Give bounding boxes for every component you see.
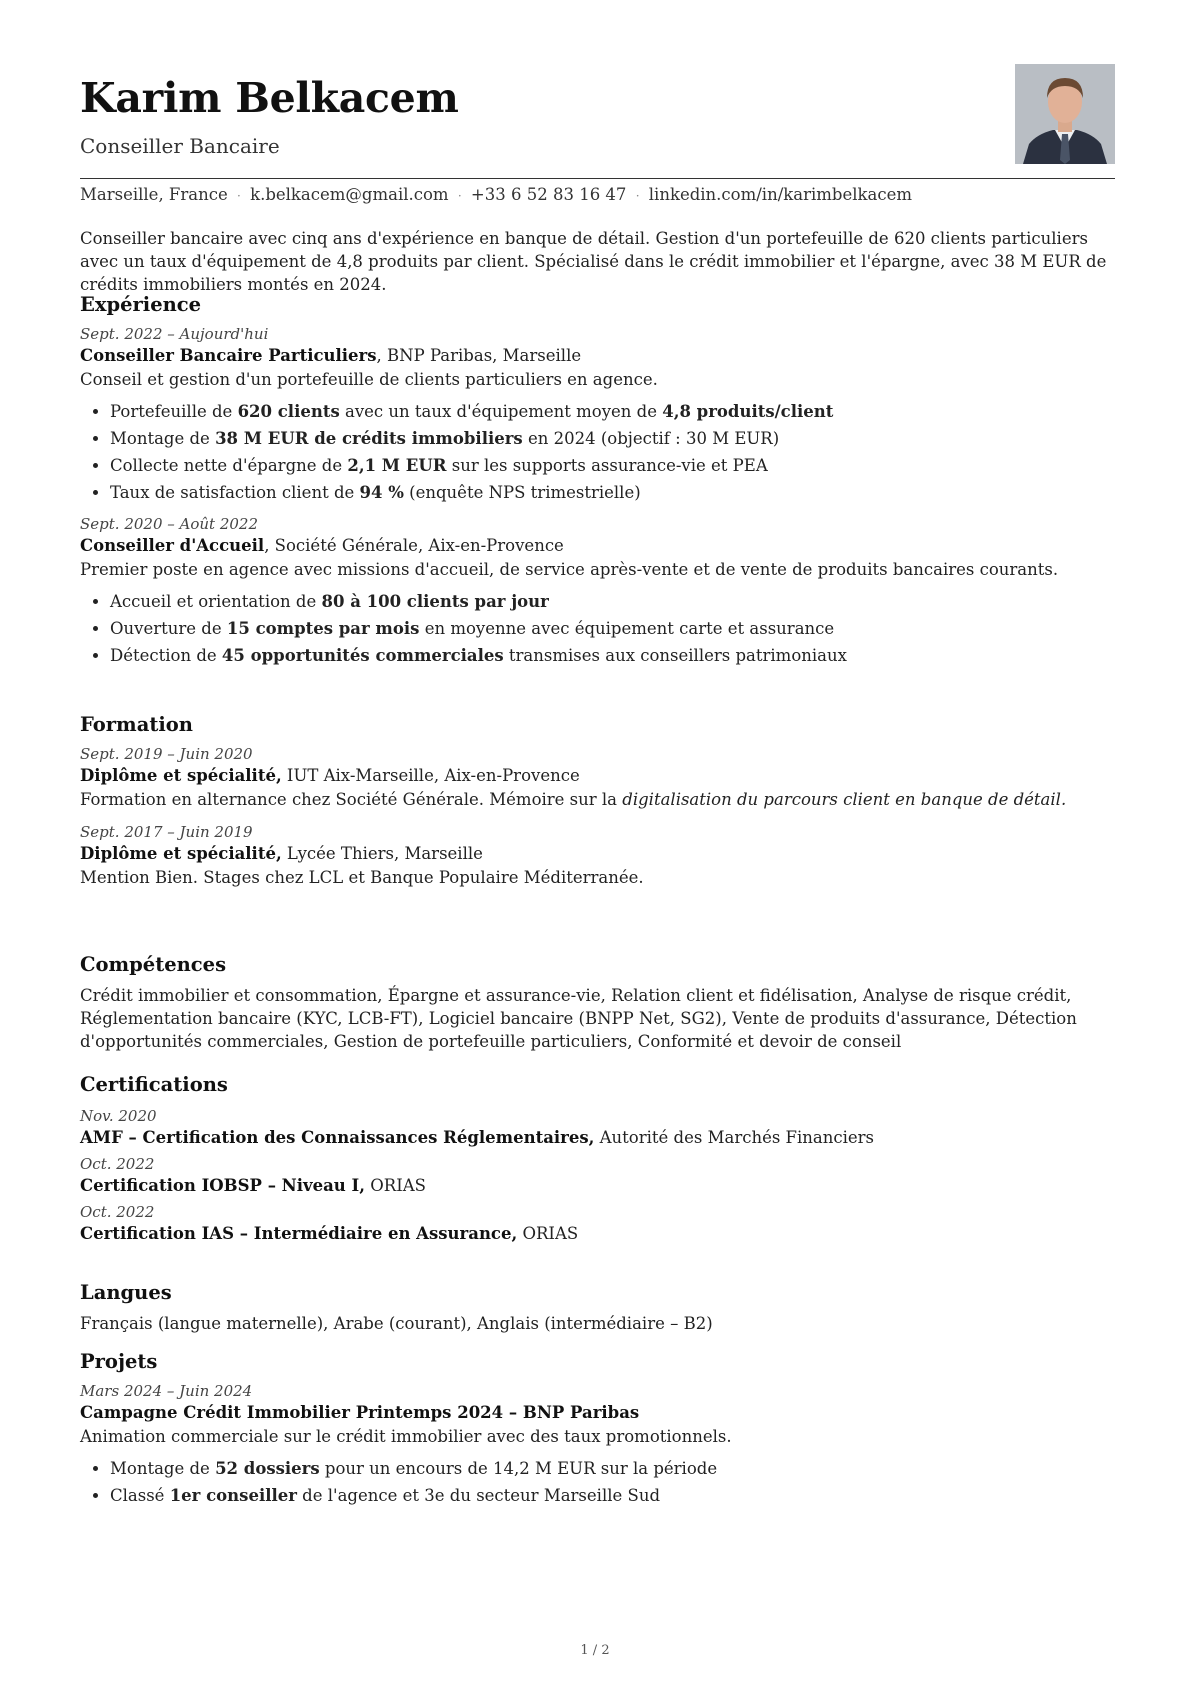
- portrait-image: [1015, 64, 1115, 164]
- section-heading: Projets: [80, 1350, 158, 1373]
- header-divider: [80, 178, 1115, 179]
- entry-title: [80, 842, 1115, 866]
- contact-line: [80, 185, 912, 204]
- list-item: • Collecte nette d'épargne de 2,1 M EUR sur les supports assurance-vie et PEA: [110, 452, 1115, 479]
- entry-school: IUT Aix-Marseille, Aix-en-Provence: [281, 766, 580, 785]
- achievement-list: [80, 588, 1115, 669]
- list-item: • Classé 1er conseiller de l'agence et 3e du secteur Marseille Sud: [110, 1482, 1115, 1509]
- profile-photo: [1015, 64, 1115, 164]
- entry-title: Certification IAS – Intermédiaire en Assurance, ORIAS: [80, 1224, 579, 1243]
- list-item: • Détection de 45 opportunités commerciales transmises aux conseillers patrimoniaux: [110, 642, 1115, 669]
- entry-date: Oct. 2022: [80, 1203, 155, 1221]
- entry-description: Premier poste en agence avec missions d'accueil, de service après-vente et de vente de produits bancaires courants.: [80, 560, 1059, 579]
- achievement-list: [80, 398, 1115, 506]
- contact-location: Marseille, France: [80, 185, 228, 204]
- resume-header: [80, 0, 1115, 204]
- candidate-title: Conseiller Bancaire: [80, 134, 280, 158]
- entry-title: [80, 764, 1115, 788]
- section-heading: Formation: [80, 713, 193, 736]
- languages-section: [80, 1281, 1115, 1335]
- entry-title: Certification IOBSP – Niveau I, ORIAS: [80, 1176, 426, 1195]
- entry-org: , BNP Paribas, Marseille: [376, 346, 582, 365]
- experience-entry: [80, 324, 1115, 506]
- list-item: • Accueil et orientation de 80 à 100 clients par jour: [110, 588, 1115, 615]
- list-item: • Ouverture de 15 comptes par mois en moyenne avec équipement carte et assurance: [110, 615, 1115, 642]
- list-item: • Portefeuille de 620 clients avec un taux d'équipement moyen de 4,8 produits/client: [110, 398, 1115, 425]
- contact-separator: ·: [237, 189, 241, 203]
- section-heading: Expérience: [80, 293, 202, 316]
- projects-section: [80, 1350, 1115, 1509]
- list-item: • Taux de satisfaction client de 94 % (enquête NPS trimestrielle): [110, 479, 1115, 506]
- entry-date: Sept. 2022 – Aujourd'hui: [80, 325, 269, 343]
- experience-entry: [80, 514, 1115, 669]
- skills-list: Crédit immobilier et consommation, Épargne et assurance-vie, Relation client et fidélisation, Analyse de risque crédit, Réglementation bancaire (KYC, LCB-FT), Logiciel bancaire (BNPP Net, SG2), Vente de produits d'assurance, Détection d'opportunités commerciales, Gestion de portefeuille particuliers, Conformité et devoir de conseil: [80, 986, 1077, 1051]
- section-heading: Langues: [80, 1281, 172, 1304]
- section-heading: Certifications: [80, 1073, 228, 1096]
- skills-section: [80, 953, 1115, 1053]
- entry-description: Animation commerciale sur le crédit immobilier avec des taux promotionnels.: [80, 1427, 732, 1446]
- entry-date: Oct. 2022: [80, 1155, 155, 1173]
- entry-date: Sept. 2020 – Août 2022: [80, 515, 259, 533]
- achievement-list: [80, 1455, 1115, 1509]
- entry-title: AMF – Certification des Connaissances Réglementaires, Autorité des Marchés Financiers: [80, 1128, 875, 1147]
- entry-description: Formation en alternance chez Société Générale. Mémoire sur la digitalisation du parcours client en banque de détail.: [80, 790, 1067, 809]
- entry-org: , Société Générale, Aix-en-Provence: [264, 536, 564, 555]
- entry-date: Mars 2024 – Juin 2024: [80, 1382, 253, 1400]
- certification-entry: [80, 1202, 1115, 1246]
- education-entry: [80, 744, 1115, 812]
- languages-list: Français (langue maternelle), Arabe (courant), Anglais (intermédiaire – B2): [80, 1314, 713, 1333]
- page-number: 1 / 2: [580, 1643, 610, 1658]
- contact-phone[interactable]: +33 6 52 83 16 47: [470, 185, 627, 204]
- entry-role: Conseiller d'Accueil: [80, 536, 265, 555]
- entry-role: Conseiller Bancaire Particuliers: [80, 346, 377, 365]
- certifications-section: [80, 1073, 1115, 1246]
- contact-separator: ·: [457, 189, 462, 203]
- entry-title: [80, 534, 1115, 558]
- education-entry: [80, 822, 1115, 890]
- list-item: • Montage de 52 dossiers pour un encours de 14,2 M EUR sur la période: [110, 1455, 1115, 1482]
- entry-date: Nov. 2020: [80, 1107, 157, 1125]
- entry-date: Sept. 2017 – Juin 2019: [80, 823, 253, 841]
- entry-title: [80, 344, 1115, 368]
- candidate-name: Karim Belkacem: [80, 74, 459, 122]
- contact-email[interactable]: k.belkacem@gmail.com: [250, 185, 449, 204]
- list-item: • Montage de 38 M EUR de crédits immobiliers en 2024 (objectif : 30 M EUR): [110, 425, 1115, 452]
- entry-title: Campagne Crédit Immobilier Printemps 2024 – BNP Paribas: [80, 1403, 640, 1422]
- education-section: [80, 713, 1115, 890]
- entry-description: Conseil et gestion d'un portefeuille de clients particuliers en agence.: [80, 370, 658, 389]
- certification-entry: [80, 1154, 1115, 1198]
- profile-summary: Conseiller bancaire avec cinq ans d'expérience en banque de détail. Gestion d'un portefeuille de 620 clients particuliers avec un taux d'équipement de 4,8 produits par client. Spécialisé dans le crédit immobilier et l'épargne, avec 38 M EUR de crédits immobiliers montés en 2024.: [80, 229, 1107, 294]
- entry-date: Sept. 2019 – Juin 2020: [80, 745, 253, 763]
- section-heading: Compétences: [80, 953, 227, 976]
- entry-degree: Diplôme et spécialité,: [80, 844, 282, 863]
- resume-page: [80, 0, 1115, 1505]
- experience-section: [80, 293, 1115, 669]
- entry-description: Mention Bien. Stages chez LCL et Banque Populaire Méditerranée.: [80, 868, 644, 887]
- contact-linkedin[interactable]: linkedin.com/in/karimbelkacem: [648, 185, 913, 204]
- contact-separator: ·: [635, 189, 640, 203]
- entry-school: Lycée Thiers, Marseille: [281, 844, 483, 863]
- project-entry: [80, 1381, 1115, 1509]
- entry-degree: Diplôme et spécialité,: [80, 766, 282, 785]
- certification-entry: [80, 1106, 1115, 1150]
